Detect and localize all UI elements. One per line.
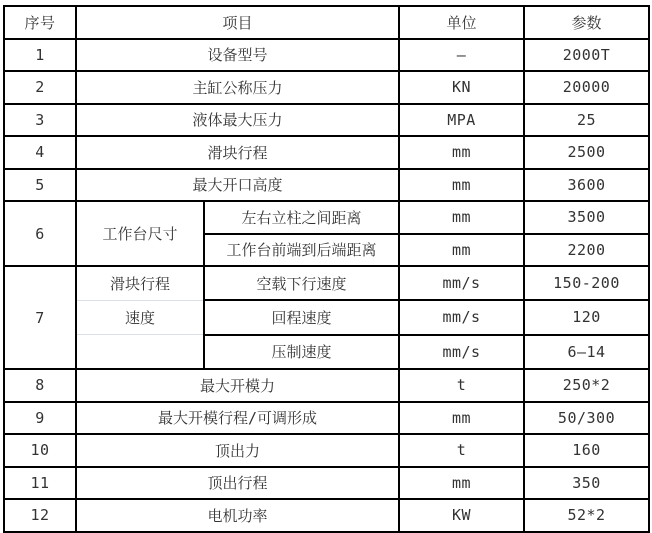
item-cell: 顶出行程 [76,467,399,500]
unit-cell: KN [399,71,524,104]
row-no: 10 [4,434,76,467]
spec-table-container [3,5,650,533]
value-cell: 52*2 [524,499,649,532]
subitem-cell: 压制速度 [204,335,399,369]
subitem-cell: 工作台前端到后端距离 [204,234,399,267]
unit-cell: — [399,39,524,72]
unit-cell: mm/s [399,300,524,334]
row-no: 1 [4,39,76,72]
subitem-cell: 左右立柱之间距离 [204,201,399,234]
row-no: 3 [4,104,76,137]
row-no: 9 [4,402,76,435]
value-cell: 3600 [524,169,649,202]
group-label-line2: 速度 [77,301,203,335]
unit-cell: mm [399,169,524,202]
value-cell: 50/300 [524,402,649,435]
item-cell: 顶出力 [76,434,399,467]
item-cell: 电机功率 [76,499,399,532]
table-row [4,201,649,234]
value-cell: 120 [524,300,649,334]
value-cell: 2500 [524,136,649,169]
item-cell: 最大开口高度 [76,169,399,202]
value-cell: 2000T [524,39,649,72]
value-cell: 3500 [524,201,649,234]
subitem-cell: 回程速度 [204,300,399,334]
unit-cell: KW [399,499,524,532]
row-no: 8 [4,369,76,402]
header-value: 参数 [524,6,649,39]
table-row [4,39,649,72]
table-row [4,266,649,300]
table-row [4,434,649,467]
item-cell: 最大开模力 [76,369,399,402]
unit-cell: mm/s [399,266,524,300]
row-no: 11 [4,467,76,500]
unit-cell: mm [399,234,524,267]
unit-cell: mm [399,402,524,435]
group-cell: 工作台尺寸 [76,201,204,266]
unit-cell: mm/s [399,335,524,369]
value-cell: 20000 [524,71,649,104]
group-cell [76,266,204,369]
row-no: 12 [4,499,76,532]
value-cell: 350 [524,467,649,500]
table-row [4,369,649,402]
row-no: 6 [4,201,76,266]
header-unit: 单位 [399,6,524,39]
value-cell: 6—14 [524,335,649,369]
unit-cell: MPA [399,104,524,137]
unit-cell: mm [399,136,524,169]
value-cell: 250*2 [524,369,649,402]
item-cell: 液体最大压力 [76,104,399,137]
unit-cell: t [399,434,524,467]
table-row [4,71,649,104]
value-cell: 2200 [524,234,649,267]
item-cell: 主缸公称压力 [76,71,399,104]
table-row [4,467,649,500]
value-cell: 25 [524,104,649,137]
row-no: 4 [4,136,76,169]
item-cell: 设备型号 [76,39,399,72]
group-label-line1: 滑块行程 [77,267,203,301]
row-no: 5 [4,169,76,202]
spec-table [3,5,650,533]
group-label-line3 [77,335,203,368]
table-row [4,499,649,532]
row-no: 2 [4,71,76,104]
header-no: 序号 [4,6,76,39]
value-cell: 150-200 [524,266,649,300]
subitem-cell: 空载下行速度 [204,266,399,300]
row-no: 7 [4,266,76,369]
unit-cell: mm [399,201,524,234]
item-cell: 最大开模行程/可调形成 [76,402,399,435]
value-cell: 160 [524,434,649,467]
unit-cell: mm [399,467,524,500]
header-item: 项目 [76,6,399,39]
group-stack [77,267,203,368]
table-row [4,169,649,202]
unit-cell: t [399,369,524,402]
header-row [4,6,649,39]
table-row [4,402,649,435]
item-cell: 滑块行程 [76,136,399,169]
table-row [4,136,649,169]
table-row [4,104,649,137]
